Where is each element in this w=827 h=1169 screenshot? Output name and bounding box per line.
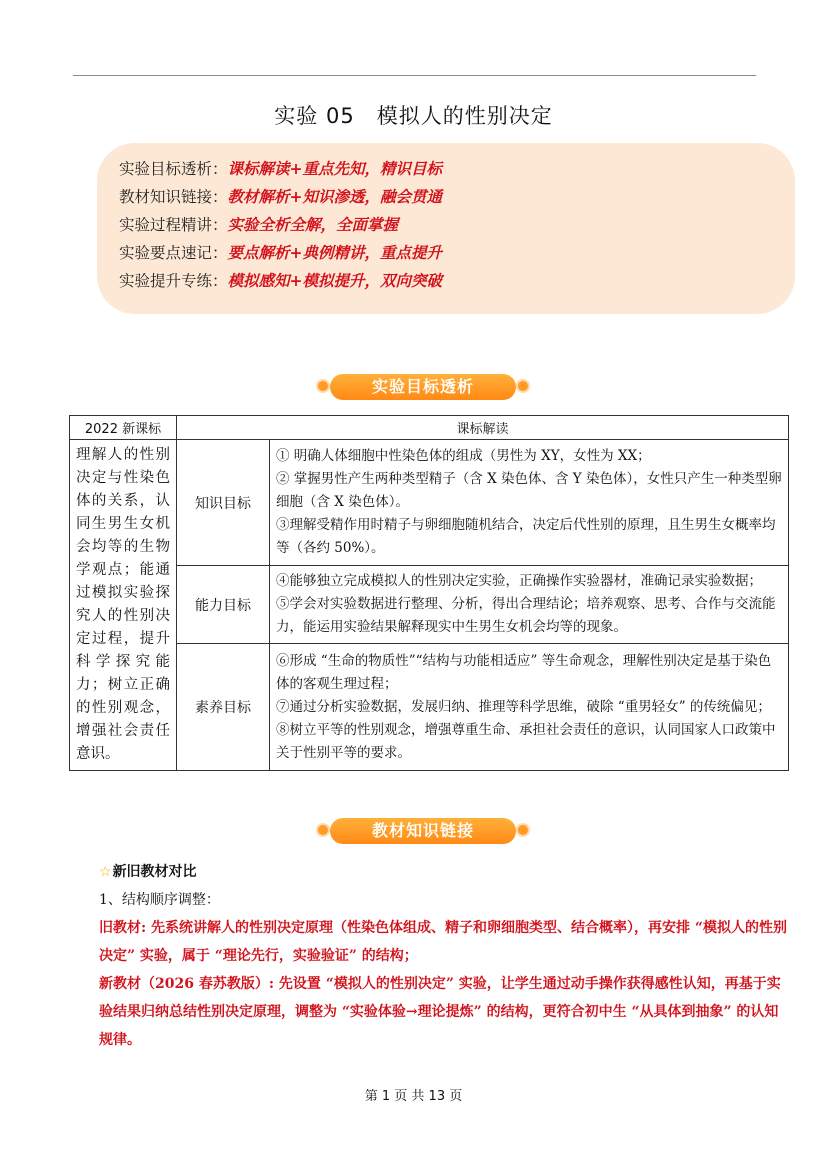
overview-label: 实验提升专练：: [119, 272, 228, 290]
goal-category: 素养目标: [177, 644, 270, 771]
banner-label: 实验目标透析: [330, 374, 516, 400]
goal-line: ⑤学会对实验数据进行整理、分析，得出合理结论；培养观察、思考、合作与交流能力，能运用实验结果解释现实中生男生女机会均等的现象。: [276, 596, 776, 636]
goal-line: ③理解受精作用时精子与卵细胞随机结合，决定后代性别的原理，且生男生女概率均等（各约 50%）。: [276, 517, 776, 557]
old-textbook-paragraph: [99, 914, 789, 970]
overview-value: 模拟感知+模拟提升，双向突破: [227, 271, 443, 290]
curriculum-table: [69, 415, 789, 771]
table-header: 课标解读: [177, 416, 789, 440]
table-header-row: [70, 416, 789, 440]
overview-label: 实验要点速记：: [119, 244, 228, 262]
overview-value: 课标解读+重点先知，精识目标: [227, 159, 443, 178]
standard-summary: 理解人的性别决定与性染色体的关系，认同生男生女机会均等的生物学观点；能通过模拟实验探究人的性别决定过程，提升科学探究能力；树立正确的性别观念，增强社会责任意识。: [70, 440, 177, 771]
table-row: [70, 566, 789, 644]
old-text: 先系统讲解人的性别决定原理（性染色体组成、精子和卵细胞类型、结合概率），再安排 “模拟人的性别决定” 实验，属于 “理论先行，实验验证” 的结构；: [99, 920, 787, 964]
overview-value: 实验全析全解，全面掌握: [227, 215, 399, 234]
overview-row: [119, 155, 442, 183]
header-rule: [73, 75, 756, 76]
overview-row: [119, 267, 442, 295]
goal-category: 知识目标: [177, 440, 270, 566]
goal-line: ⑦通过分析实验数据，发展归纳、推理等科学思维，破除 “重男轻女” 的传统偏见；: [276, 698, 771, 715]
table-row: [70, 644, 789, 771]
goal-line: ⑧树立平等的性别观念，增强尊重生命、承担社会责任的意识，认同国家人口政策中关于性别平等的要求。: [276, 721, 776, 761]
overview-label: 教材知识链接：: [119, 188, 228, 206]
overview-row: [119, 211, 398, 239]
goal-line: ④能够独立完成模拟人的性别决定实验，正确操作实验器材，准确记录实验数据；: [276, 573, 762, 590]
overview-box: [97, 143, 795, 314]
goal-line: ① 明确人体细胞中性染色体的组成（男性为 XY，女性为 XX；: [276, 448, 651, 465]
table-header: 2022 新课标: [70, 416, 177, 440]
item-heading: 1、结构顺序调整：: [99, 892, 220, 908]
banner-dot-icon: [516, 823, 530, 837]
star-icon: ☆: [99, 864, 112, 880]
textbook-comparison: [99, 858, 789, 1054]
overview-row: [119, 239, 442, 267]
banner-dot-icon: [316, 823, 330, 837]
subtitle-text: 新旧教材对比: [112, 864, 197, 880]
table-row: [70, 440, 789, 566]
overview-label: 实验过程精讲：: [119, 216, 228, 234]
section-banner-textbook: [316, 816, 530, 846]
goal-detail: [270, 566, 789, 644]
new-text: 先设置 “模拟人的性别决定” 实验，让学生通过动手操作获得感性认知，再基于实验结果归纳总结性别决定原理，调整为 “实验体验→理论提炼” 的结构，更符合初中生 “从具体到抽象” 的认知规律。: [99, 976, 781, 1048]
overview-value: 要点解析+典例精讲，重点提升: [227, 243, 443, 262]
page-footer: 第 1 页 共 13 页: [364, 1089, 463, 1104]
goal-line: ⑥形成 “生命的物质性”“结构与功能相适应” 等生命观念，理解性别决定是基于染色体的客观生理过程；: [276, 652, 772, 692]
goal-line: ② 掌握男性产生两种类型精子（含 X 染色体、含 Y 染色体），女性只产生一种类型卵细胞（含 X 染色体）。: [276, 471, 782, 511]
overview-value: 教材解析+知识渗透，融会贯通: [227, 187, 443, 206]
overview-row: [119, 183, 442, 211]
goal-detail: [270, 644, 789, 771]
page-title: 实验 05 模拟人的性别决定: [274, 104, 553, 128]
banner-label: 教材知识链接: [330, 818, 516, 844]
new-textbook-paragraph: [99, 970, 789, 1054]
banner-dot-icon: [316, 379, 330, 393]
banner-dot-icon: [516, 379, 530, 393]
goal-detail: [270, 440, 789, 566]
new-label: 新教材（2026 春苏教版）:: [99, 976, 275, 992]
old-label: 旧教材:: [99, 920, 147, 936]
comparison-subtitle: [99, 858, 789, 886]
goal-category: 能力目标: [177, 566, 270, 644]
section-banner-goals: [316, 372, 530, 402]
overview-label: 实验目标透析：: [119, 160, 228, 178]
